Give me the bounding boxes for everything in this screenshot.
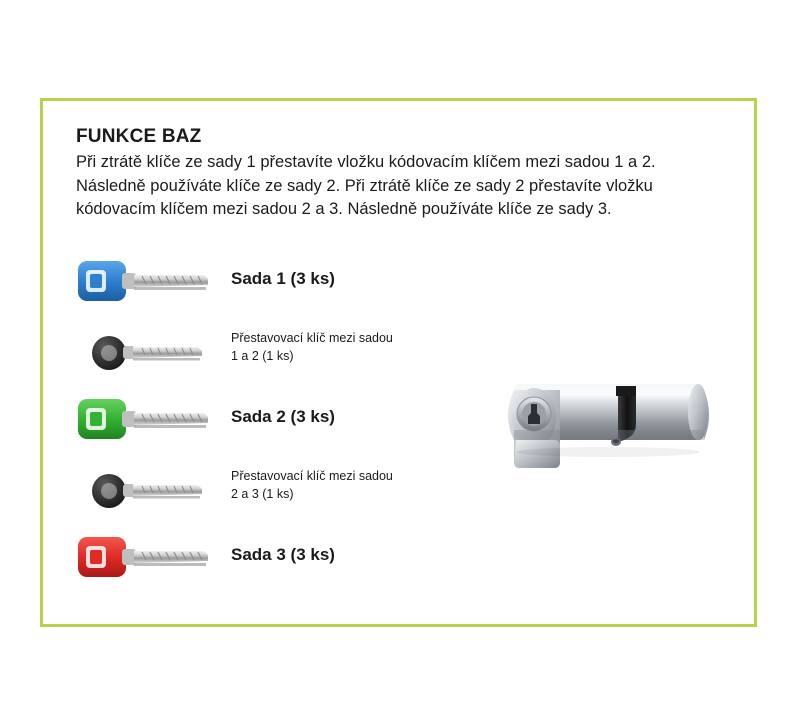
swap-key-label-line2: 1 a 2 (1 ks) xyxy=(231,349,294,363)
key-icon xyxy=(90,331,200,375)
swap-key-label-line2: 2 a 3 (1 ks) xyxy=(231,487,294,501)
info-card xyxy=(40,98,757,627)
swap-key-label-line1: Přestavovací klíč mezi sadou xyxy=(231,331,393,345)
euro-cylinder-lock-illustration xyxy=(498,356,718,496)
list-item xyxy=(76,467,476,517)
page-title: FUNKCE BAZ xyxy=(76,126,202,147)
list-item xyxy=(76,529,476,591)
key-icon xyxy=(76,391,211,447)
list-item xyxy=(76,391,476,453)
swap-key-label xyxy=(231,329,393,365)
key-icon xyxy=(76,253,211,309)
list-item xyxy=(76,253,476,315)
intro-paragraph: Při ztrátě klíče ze sady 1 přestavíte vložku kódovacím klíčem mezi sadou 1 a 2. Následně používáte klíče ze sady 2. Při ztrátě klíče ze sady 2 přestavíte vložku kódovacím klíčem mezi sadou 2 a 3. Následně používáte klíče ze sady 3. xyxy=(76,153,656,218)
key-icon xyxy=(90,469,200,513)
set-label: Sada 2 (3 ks) xyxy=(231,407,335,426)
swap-key-label-line1: Přestavovací klíč mezi sadou xyxy=(231,469,393,483)
set-label: Sada 3 (3 ks) xyxy=(231,545,335,564)
set-label: Sada 1 (3 ks) xyxy=(231,269,335,288)
swap-key-label xyxy=(231,467,393,503)
key-icon xyxy=(76,529,211,585)
list-item xyxy=(76,329,476,379)
